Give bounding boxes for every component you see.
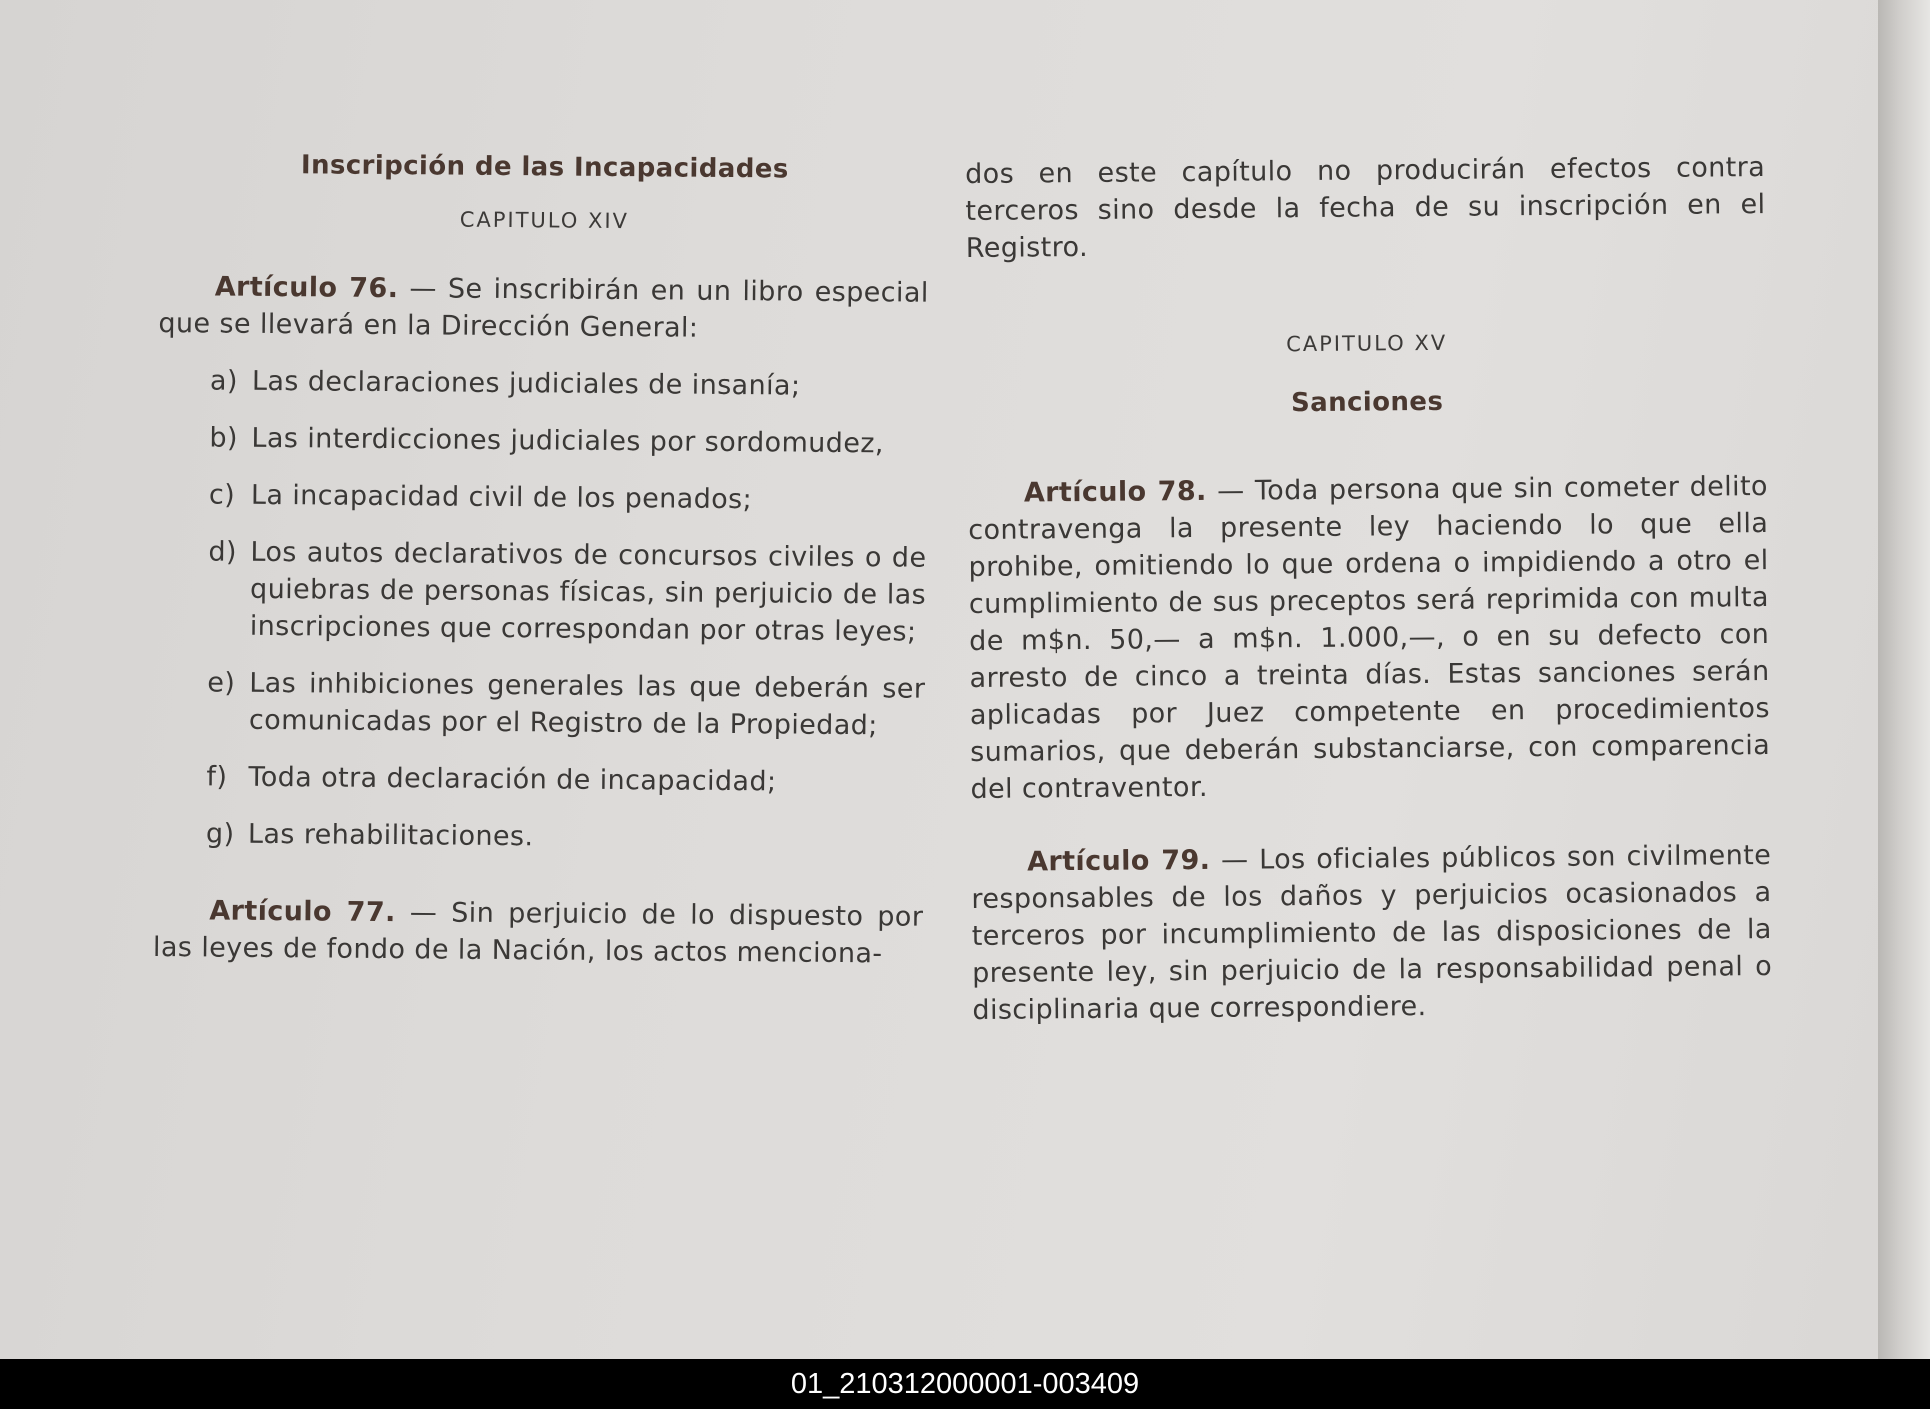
list-item-f [206, 758, 924, 801]
list-item-text: La incapacidad civil de los penados; [250, 479, 753, 516]
article-79-text: — Los oficiales públicos son civilmente responsables de los daños y perjuicios ocasionados a terceros por incumplimiento de las disposiciones de la presente ley, sin perjuicio de la responsabilidad penal o disciplinaria que correspondiere. [971, 839, 1773, 1026]
section-heading-incapacidades: Inscripción de las Incapacidades [300, 150, 789, 185]
list-item-e [207, 664, 926, 744]
article-76-list [154, 362, 928, 859]
article-77-text: — Sin perjuicio de lo dispuesto por las leyes de fondo de la Nación, los actos menciona- [152, 897, 924, 970]
caption-bar [0, 1359, 1930, 1409]
article-76-label: Artículo 76. [214, 271, 399, 305]
list-item-label: g) [205, 818, 235, 850]
chapter-xiv-label: CAPITULO XIV [459, 207, 630, 234]
list-item-label: f) [206, 761, 228, 793]
list-item-b [209, 419, 927, 462]
article-79 [971, 837, 1773, 1029]
article-76 [158, 268, 929, 349]
article-79-label: Artículo 79. [1027, 844, 1211, 878]
list-item-text: Las interdicciones judiciales por sordomudez, [251, 422, 885, 460]
list-item-a [210, 362, 928, 405]
list-item-label: c) [208, 479, 236, 511]
list-item-text: Toda otra declaración de incapacidad; [248, 761, 777, 798]
article-77-continuation: dos en este capítulo no producirán efectos contra terceros sino desde la fecha de su inscripción en el Registro. [965, 152, 1766, 264]
list-item-text: Las declaraciones judiciales de insanía; [251, 365, 801, 402]
list-item-label: b) [209, 422, 239, 454]
list-item-text: Las rehabilitaciones. [247, 818, 534, 853]
list-item-label: a) [209, 365, 238, 397]
list-item-text: Los autos declarativos de concursos civiles o de quiebras de personas físicas, sin perjuicio de las inscripciones que correspondan por otras leyes; [249, 536, 927, 648]
article-78 [968, 468, 1771, 808]
list-item-c [209, 476, 927, 519]
right-column [965, 149, 1773, 1029]
left-column [153, 146, 930, 973]
book-spine-shadow [1878, 0, 1930, 1359]
section-heading-sanciones: Sanciones [1290, 386, 1444, 419]
chapter-xv-label: CAPITULO XV [1286, 330, 1448, 357]
article-78-label: Artículo 78. [1023, 475, 1207, 509]
article-77-label: Artículo 77. [209, 895, 396, 929]
list-item-text: Las inhibiciones generales las que deberán ser comunicadas por el Registro de la Propiedad; [248, 667, 926, 742]
list-item-d [208, 533, 927, 650]
list-item-g [206, 815, 924, 858]
article-76-text: — Se inscribirán en un libro especial que se llevará en la Dirección General: [158, 273, 929, 344]
article-77 [153, 892, 924, 973]
image-caption: 01_210312000001-003409 [790, 1368, 1140, 1400]
article-78-text: — Toda persona que sin cometer delito contravenga la presente ley haciendo lo que ella prohibe, omitiendo lo que ordena o impidiendo a otro el cumplimiento de sus preceptos será reprimida con multa de m$n. 50,— a m$n. 1.000,—, o en su defecto con arresto de cinco a treinta días. Estas sanciones serán aplicadas por Juez competente en procedimientos sumarios, que deberán substanciarse, con comparencia del contraventor. [968, 471, 1771, 805]
list-item-label: d) [208, 536, 238, 568]
list-item-label: e) [207, 667, 236, 699]
